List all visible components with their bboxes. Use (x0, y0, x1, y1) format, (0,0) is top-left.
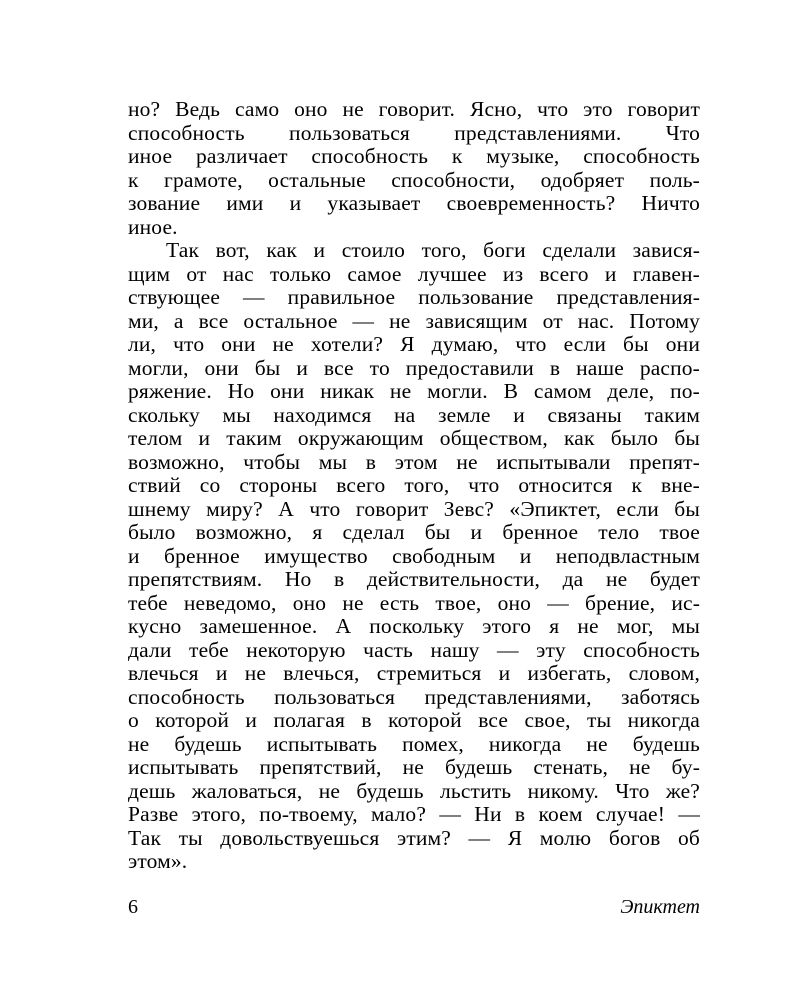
text-line: но? Ведь само оно не говорит. Ясно, что это говорит (128, 97, 700, 121)
text-line: способность пользоваться представлениями, заботясь (128, 684, 700, 709)
text-line: не будешь испытывать помех, никогда не будешь (128, 731, 700, 756)
running-title: Эпиктет (620, 896, 700, 918)
text-line: о которой и полагая в которой все свое, ты никогда (128, 708, 700, 732)
body-text (128, 98, 700, 874)
page-number: 6 (128, 896, 138, 918)
text-line: и бренное имущество свободным и неподвластным (128, 543, 700, 568)
text-line: Разве этого, по-твоему, мало? — Ни в коем случае! — (128, 802, 700, 826)
text-line: зование ими и указывает своевременность? Ничто (128, 191, 700, 215)
text-line: влечься и не влечься, стремиться и избегать, словом, (128, 661, 700, 685)
text-line: возможно, чтобы мы в этом не испытывали препят- (128, 449, 700, 474)
text-line: тебе неведомо, оно не есть твое, оно — брение, ис- (128, 590, 700, 615)
text-line: препятствиям. Но в действительности, да не будет (128, 567, 700, 591)
text-line: дали тебе некоторую часть нашу — эту способность (128, 637, 700, 662)
paragraph (128, 239, 700, 874)
text-line: иное. (128, 214, 178, 239)
text-line: к грамоте, остальные способности, одобряет поль- (128, 167, 700, 192)
text-line: кусно замешенное. А поскольку этого я не мог, мы (128, 614, 700, 638)
text-line: способность пользоваться представлениями. Что (128, 120, 700, 145)
text-line: ряжение. Но они никак не могли. В самом деле, по- (128, 379, 700, 403)
text-line: дешь жаловаться, не будешь льстить никому. Что же? (128, 778, 700, 803)
text-line: иное различает способность к музыке, способность (128, 144, 700, 168)
text-line: ми, а все остальное — не зависящим от нас. Потому (128, 308, 700, 333)
text-line: щим от нас только самое лучшее из всего и главен- (128, 261, 700, 286)
text-line: телом и таким окружающим обществом, как было бы (128, 426, 700, 450)
text-line: испытывать препятствий, не будешь стенать, не бу- (128, 755, 700, 779)
text-line: шнему миру? А что говорит Зевс? «Эпиктет, если бы (128, 496, 700, 521)
text-line: было возможно, я сделал бы и бренное тело твое (128, 520, 700, 544)
paragraph (128, 98, 700, 239)
text-line: скольку мы находимся на земле и связаны таким (128, 402, 700, 427)
text-line: ствующее — правильное пользование представления- (128, 285, 700, 309)
text-line: могли, они бы и все то предоставили в наше распо- (128, 355, 700, 380)
page-footer (128, 894, 700, 920)
text-line: Так вот, как и стоило того, боги сделали завися- (166, 238, 700, 262)
text-line: ствий со стороны всего того, что относится к вне- (128, 473, 700, 497)
text-line: ли, что они не хотели? Я думаю, что если бы они (128, 332, 700, 356)
text-line: Так ты довольствуешься этим? — Я молю богов об (128, 825, 700, 850)
text-line: этом». (128, 849, 188, 873)
